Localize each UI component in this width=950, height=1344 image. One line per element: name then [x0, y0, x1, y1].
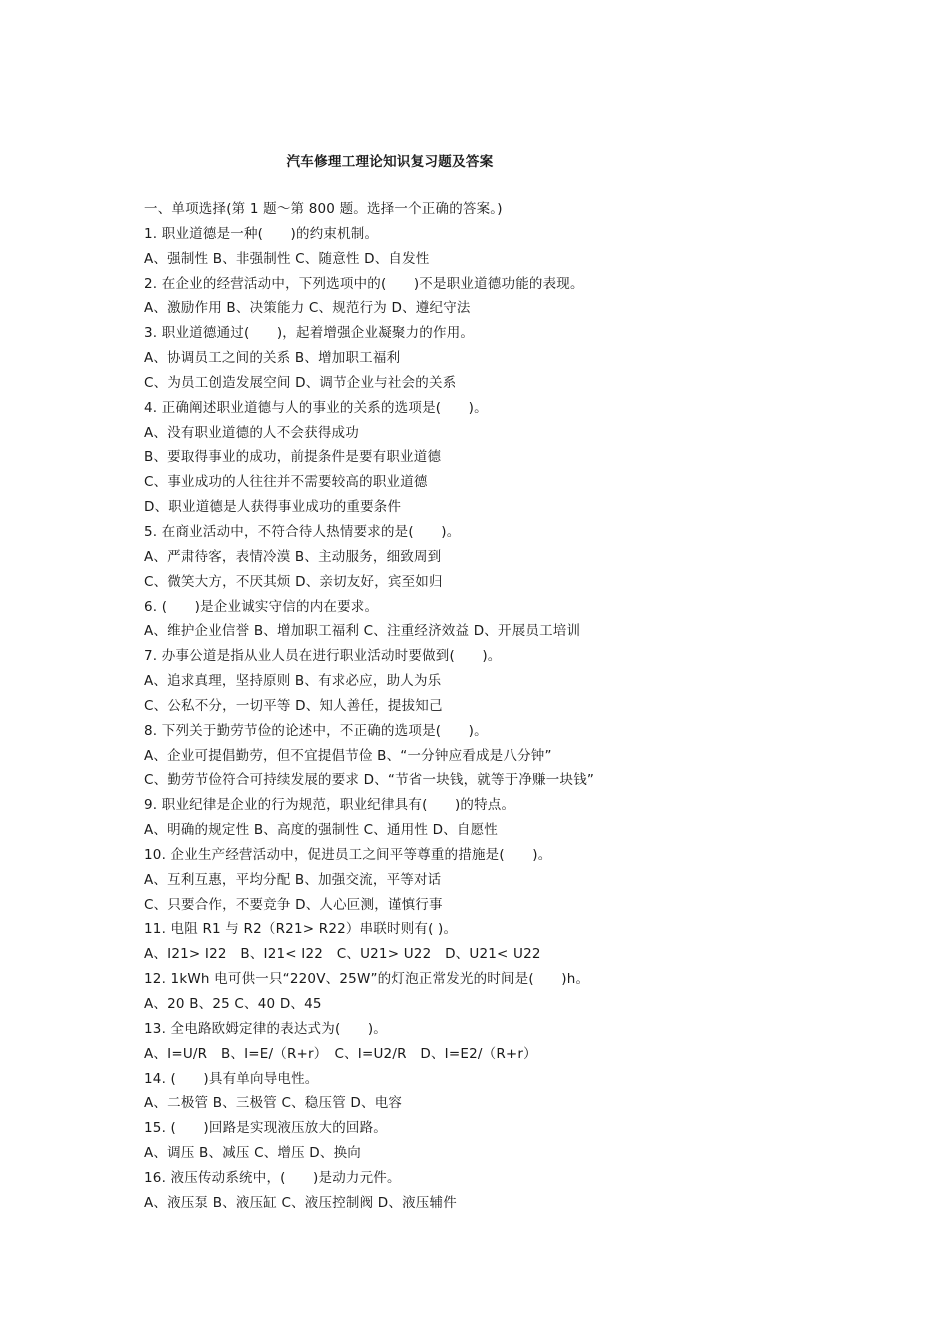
question-line: 9. 职业纪律是企业的行为规范，职业纪律具有( )的特点。 [144, 797, 516, 814]
question-line: 3. 职业道德通过( )，起着增强企业凝聚力的作用。 [144, 325, 475, 342]
question-line: A、激励作用 B、决策能力 C、规范行为 D、遵纪守法 [144, 300, 471, 317]
question-line: C、为员工创造发展空间 D、调节企业与社会的关系 [144, 374, 457, 391]
question-line: 10. 企业生产经营活动中，促进员工之间平等尊重的措施是( )。 [144, 846, 552, 863]
question-line: C、事业成功的人往往并不需要较高的职业道德 [144, 474, 428, 491]
question-line: 13. 全电路欧姆定律的表达式为( )。 [144, 1020, 387, 1037]
question-line: D、职业道德是人获得事业成功的重要条件 [144, 499, 402, 516]
question-line: A、协调员工之间的关系 B、增加职工福利 [144, 350, 401, 367]
section-heading: 一、单项选择(第 1 题～第 800 题。选择一个正确的答案。) [144, 201, 503, 217]
question-line: 1. 职业道德是一种( )的约束机制。 [144, 225, 379, 242]
question-line: 15. ( )回路是实现液压放大的回路。 [144, 1120, 387, 1137]
question-line: A、严肃待客，表情冷漠 B、主动服务，细致周到 [144, 548, 442, 565]
question-line: C、公私不分，一切平等 D、知人善任，提拔知己 [144, 697, 443, 714]
question-line: 5. 在商业活动中，不符合待人热情要求的是( )。 [144, 523, 461, 540]
question-line: A、液压泵 B、液压缸 C、液压控制阀 D、液压辅件 [144, 1194, 457, 1211]
question-line: C、微笑大方，不厌其烦 D、亲切友好，宾至如归 [144, 573, 443, 590]
question-line: A、企业可提倡勤劳，但不宜提倡节俭 B、“一分钟应看成是八分钟” [144, 747, 552, 764]
question-line: 2. 在企业的经营活动中，下列选项中的( )不是职业道德功能的表现。 [144, 275, 584, 292]
question-line: 11. 电阻 R1 与 R2（R21> R22）串联时则有( )。 [144, 921, 458, 938]
question-line: A、没有职业道德的人不会获得成功 [144, 424, 359, 441]
question-line: 14. ( )具有单向导电性。 [144, 1070, 319, 1087]
question-line: C、勤劳节俭符合可持续发展的要求 D、“节省一块钱，就等于净赚一块钱” [144, 772, 595, 789]
question-line: A、明确的规定性 B、高度的强制性 C、通用性 D、自愿性 [144, 822, 498, 839]
question-line: 4. 正确阐述职业道德与人的事业的关系的选项是( )。 [144, 399, 488, 416]
question-line: A、20 B、25 C、40 D、45 [144, 996, 322, 1012]
question-line: 7. 办事公道是指从业人员在进行职业活动时要做到( )。 [144, 648, 502, 665]
question-line: 8. 下列关于勤劳节俭的论述中，不正确的选项是( )。 [144, 722, 488, 739]
question-line: A、二极管 B、三极管 C、稳压管 D、电容 [144, 1095, 403, 1112]
question-line: A、I21> I22 B、I21< I22 C、U21> U22 D、U21< U22 [144, 946, 541, 963]
question-line: 6. ( )是企业诚实守信的内在要求。 [144, 598, 379, 615]
question-list [144, 197, 844, 1216]
question-line: A、维护企业信誉 B、增加职工福利 C、注重经济效益 D、开展员工培训 [144, 623, 581, 640]
document-title: 汽车修理工理论知识复习题及答案 [286, 154, 494, 170]
question-line: A、追求真理，坚持原则 B、有求必应，助人为乐 [144, 673, 442, 690]
question-line: A、调压 B、减压 C、增压 D、换向 [144, 1145, 361, 1162]
question-line: B、要取得事业的成功，前提条件是要有职业道德 [144, 449, 442, 466]
question-line: A、I=U/R B、I=E/（R+r） C、I=U2/R D、I=E2/（R+r） [144, 1045, 537, 1062]
question-line: C、只要合作，不要竞争 D、人心叵测，谨慎行事 [144, 896, 443, 913]
question-line: 12. 1kWh 电可供一只“220V、25W”的灯泡正常发光的时间是( )h。 [144, 971, 590, 988]
question-line: A、强制性 B、非强制性 C、随意性 D、自发性 [144, 250, 430, 267]
question-line: A、互利互惠，平均分配 B、加强交流，平等对话 [144, 871, 442, 888]
question-line: 16. 液压传动系统中，( )是动力元件。 [144, 1169, 401, 1186]
